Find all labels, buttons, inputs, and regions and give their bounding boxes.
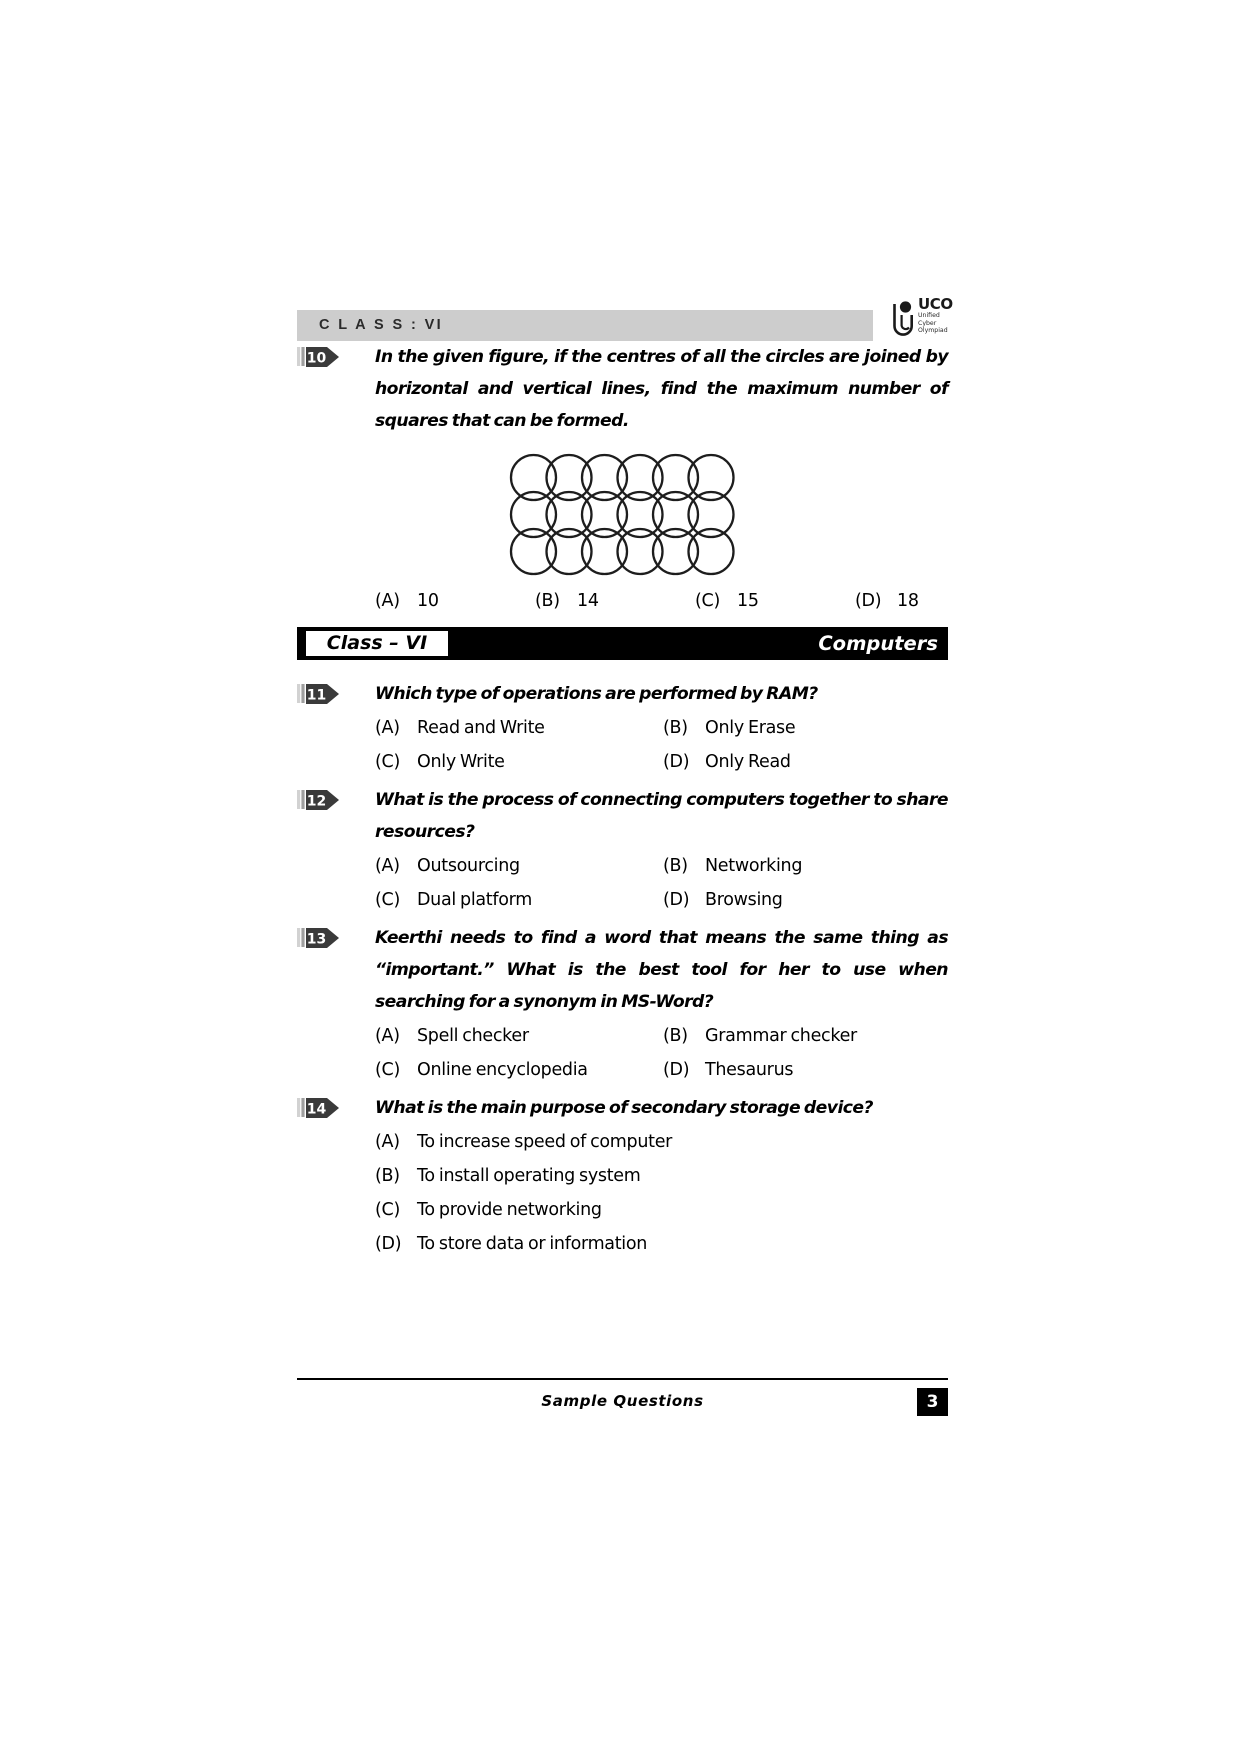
svg-text:14: 14: [306, 1101, 327, 1118]
option-text: Only Erase: [705, 718, 796, 738]
option-item[interactable]: [663, 750, 951, 774]
question-text: Keerthi needs to find a word that means the same thing as “important.” What is the best tool for her to use when searching for a synonym in MS-Word?: [375, 928, 948, 1012]
question-number-marker-icon: [297, 1095, 343, 1121]
option-item[interactable]: [535, 589, 695, 613]
option-label: (A): [375, 1132, 400, 1152]
option-label: (A): [375, 1026, 400, 1046]
option-label: (B): [663, 856, 688, 876]
option-label: (D): [375, 1234, 402, 1254]
options-row: [375, 1232, 948, 1256]
content-column: [297, 310, 948, 1266]
option-label: (B): [663, 1026, 688, 1046]
uco-tagline-line3: Olympiad: [918, 327, 948, 335]
option-item[interactable]: [663, 1024, 951, 1048]
option-text: Online encyclopedia: [417, 1060, 588, 1080]
option-label: (B): [535, 591, 560, 611]
option-label: (D): [663, 890, 690, 910]
option-text: Thesaurus: [705, 1060, 794, 1080]
uco-logo-mark-icon: [888, 300, 916, 342]
section-subject-label: Computers: [818, 632, 938, 655]
option-item[interactable]: [375, 1232, 948, 1256]
option-text: To install operating system: [417, 1166, 641, 1186]
option-label: (B): [375, 1166, 400, 1186]
option-text: Only Read: [705, 752, 791, 772]
uco-acronym: UCO: [918, 295, 953, 313]
options-group: [375, 854, 948, 912]
option-item[interactable]: [375, 1058, 663, 1082]
question-number: [297, 925, 343, 951]
option-item[interactable]: [375, 750, 663, 774]
question-text: What is the main purpose of secondary storage device?: [375, 1098, 873, 1118]
options-group: [375, 589, 948, 613]
options-row: [375, 716, 948, 740]
question-text: What is the process of connecting computers together to share resources?: [375, 790, 948, 842]
option-text: To store data or information: [417, 1234, 648, 1254]
question-number-marker-icon: [297, 787, 343, 813]
option-text: Only Write: [417, 752, 505, 772]
option-item[interactable]: [663, 1058, 951, 1082]
question-number-marker-icon: [297, 925, 343, 951]
option-text: 14: [577, 591, 599, 611]
options-row: [375, 589, 948, 613]
option-label: (C): [695, 591, 720, 611]
option-item[interactable]: [375, 589, 535, 613]
option-item[interactable]: [663, 716, 951, 740]
option-text: Dual platform: [417, 890, 532, 910]
question-number: [297, 1095, 343, 1121]
options-row: [375, 750, 948, 774]
option-text: To provide networking: [417, 1200, 602, 1220]
option-text: Grammar checker: [705, 1026, 857, 1046]
question-block: [297, 1092, 948, 1124]
option-text: 10: [417, 591, 439, 611]
uco-logo: [888, 297, 958, 345]
options-row: [375, 854, 948, 878]
option-label: (C): [375, 752, 400, 772]
option-label: (D): [855, 591, 882, 611]
option-item[interactable]: [375, 1024, 663, 1048]
option-label: (C): [375, 1060, 400, 1080]
option-text: 18: [897, 591, 919, 611]
uco-logo-text: [918, 297, 962, 335]
circles-figure-icon: [509, 453, 736, 576]
question-number: [297, 344, 343, 370]
question-number: [297, 681, 343, 707]
question-figure: [297, 453, 948, 581]
question-block: [297, 784, 948, 848]
section-class-label: Class – VI: [326, 632, 428, 654]
option-text: Read and Write: [417, 718, 545, 738]
uco-tagline-line2: Cyber: [918, 319, 937, 327]
option-text: Spell checker: [417, 1026, 529, 1046]
question-number: [297, 787, 343, 813]
option-item[interactable]: [663, 888, 951, 912]
option-label: (A): [375, 718, 400, 738]
options-group: [375, 716, 948, 774]
options-row: [375, 1058, 948, 1082]
option-item[interactable]: [375, 854, 663, 878]
option-item[interactable]: [375, 1164, 948, 1188]
option-text: Outsourcing: [417, 856, 520, 876]
options-group: [375, 1130, 948, 1256]
options-row: [375, 1198, 948, 1222]
page-footer: [297, 1378, 948, 1420]
option-item[interactable]: [375, 888, 663, 912]
question-number-marker-icon: [297, 344, 343, 370]
uco-tagline-line1: Unified: [918, 312, 940, 319]
class-header-bar: [297, 310, 873, 341]
option-item[interactable]: [663, 854, 951, 878]
options-row: [375, 888, 948, 912]
question-block: [297, 341, 948, 437]
options-row: [375, 1130, 948, 1154]
class-header-label: C L A S S : VI: [319, 317, 444, 333]
svg-text:11: 11: [306, 687, 327, 704]
svg-text:12: 12: [306, 793, 327, 810]
option-text: Networking: [705, 856, 803, 876]
question-number-marker-icon: [297, 681, 343, 707]
option-label: (A): [375, 591, 400, 611]
option-label: (B): [663, 718, 688, 738]
question-text: In the given figure, if the centres of all the circles are joined by horizontal and vertical lines, find the maximum number of squares that can be formed.: [375, 347, 948, 431]
option-text: To increase speed of computer: [417, 1132, 673, 1152]
footer-label: Sample Questions: [541, 1392, 704, 1410]
option-item[interactable]: [375, 716, 663, 740]
option-label: (C): [375, 890, 400, 910]
options-group: [375, 1024, 948, 1082]
page-number-badge: 3: [917, 1388, 948, 1416]
options-row: [375, 1164, 948, 1188]
option-item[interactable]: [855, 589, 1015, 613]
question-text: Which type of operations are performed by RAM?: [375, 684, 818, 704]
section-band: [297, 627, 948, 660]
option-label: (C): [375, 1200, 400, 1220]
svg-text:13: 13: [306, 931, 327, 948]
option-label: (D): [663, 752, 690, 772]
option-item[interactable]: [375, 1198, 948, 1222]
option-text: Browsing: [705, 890, 783, 910]
option-text: 15: [737, 591, 759, 611]
section-class-box: [305, 630, 449, 657]
question-block: [297, 922, 948, 1018]
option-label: (D): [663, 1060, 690, 1080]
question-block: [297, 678, 948, 710]
option-item[interactable]: [375, 1130, 948, 1154]
options-row: [375, 1024, 948, 1048]
questions-list: [297, 341, 948, 1256]
option-item[interactable]: [695, 589, 855, 613]
svg-text:10: 10: [306, 350, 327, 367]
option-label: (A): [375, 856, 400, 876]
